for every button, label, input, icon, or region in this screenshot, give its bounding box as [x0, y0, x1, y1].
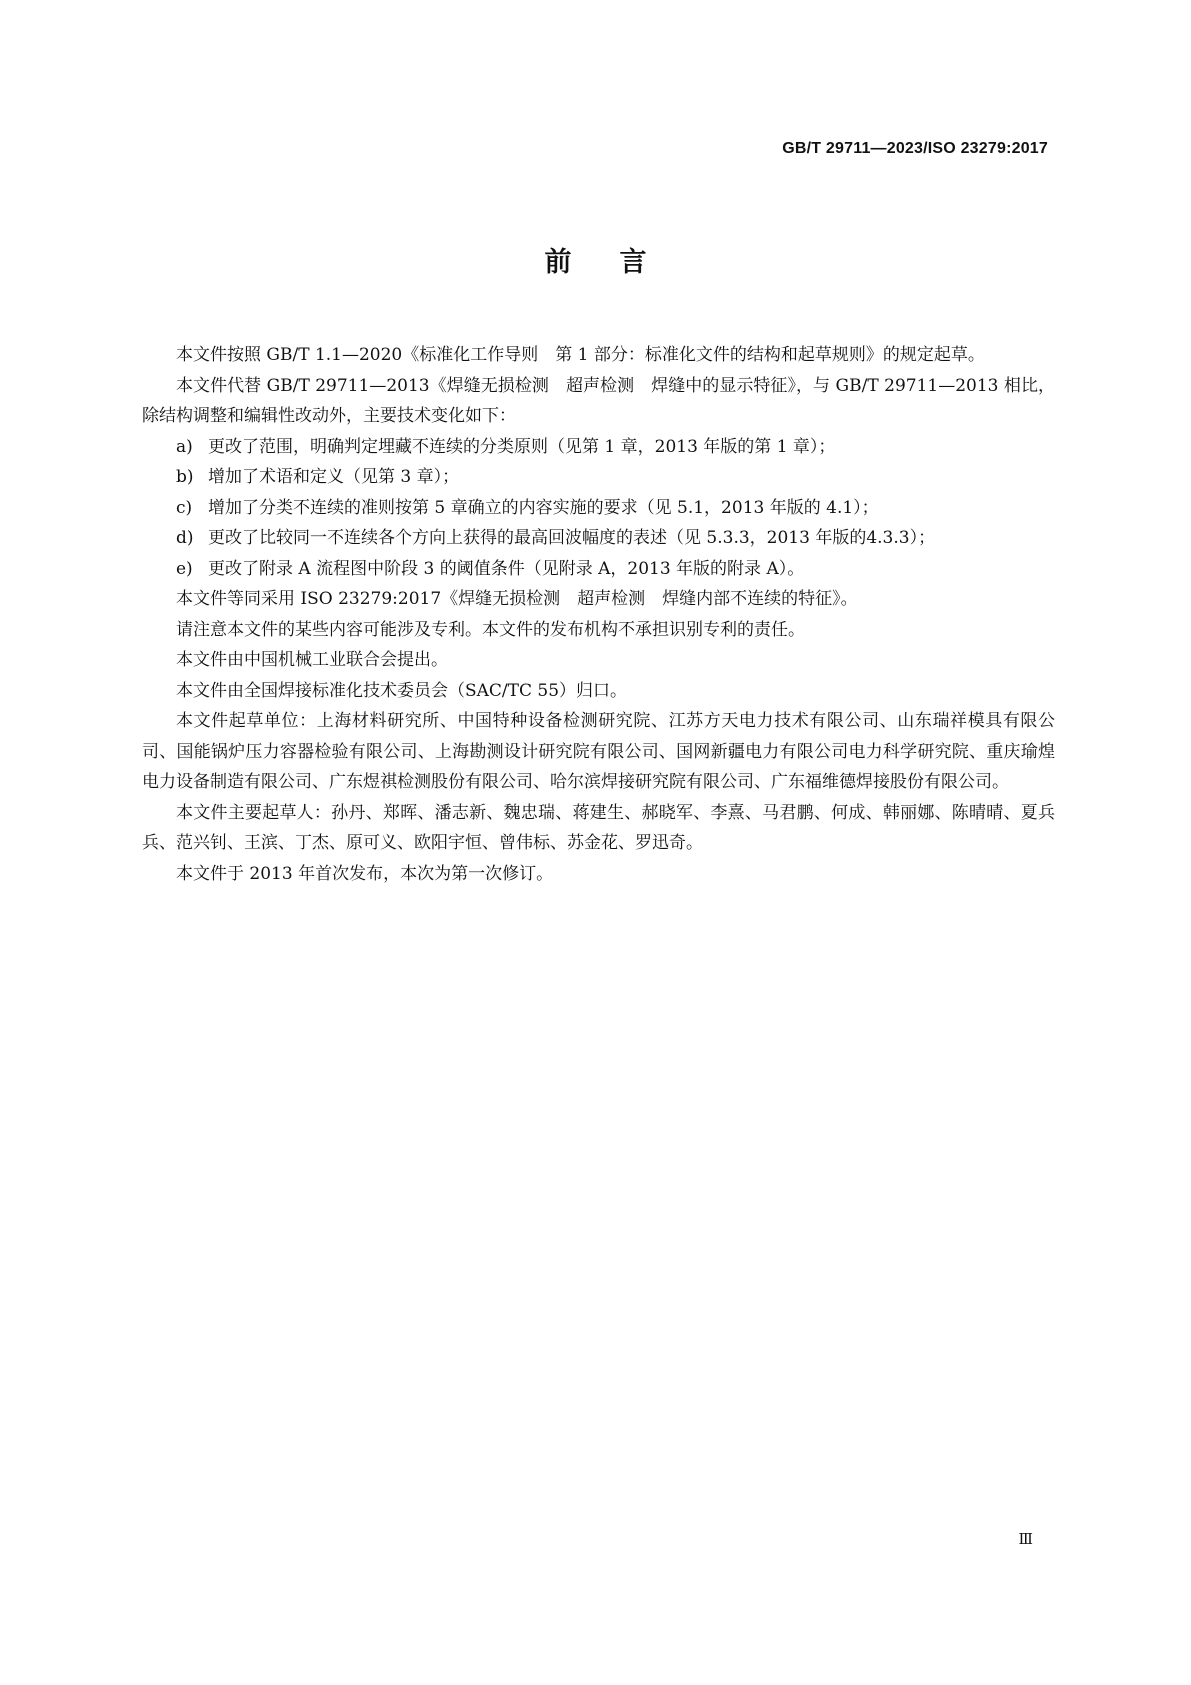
paragraph-proposer: 本文件由中国机械工业联合会提出。: [176, 650, 448, 670]
list-item-text: 增加了分类不连续的准则按第 5 章确立的内容实施的要求（见 5.1，2013 年版的 4.1）；: [208, 497, 879, 518]
list-item: [142, 432, 1055, 463]
list-item-label: d): [176, 528, 194, 548]
list-item-label: a): [176, 436, 193, 457]
paragraph-history: 本文件于 2013 年首次发布，本次为第一次修订。: [176, 863, 554, 884]
list-item-text: 更改了范围，明确判定埋藏不连续的分类原则（见第 1 章，2013 年版的第 1 章）；: [208, 436, 836, 457]
paragraph-drafters: 本文件主要起草人：孙丹、郑晖、潘志新、魏忠瑞、蒋建生、郝晓军、李熹、马君鹏、何成、韩丽娜、陈晴晴、夏兵兵、范兴钊、王滨、丁杰、原可义、欧阳宇恒、曾伟标、苏金花、罗迅奇。: [142, 802, 1055, 853]
list-item-text: 更改了附录 A 流程图中阶段 3 的阈值条件（见附录 A，2013 年版的附录 A）。: [208, 558, 805, 579]
paragraph-drafting-units: 本文件起草单位：上海材料研究所、中国特种设备检测研究院、江苏方天电力技术有限公司、山东瑞祥模具有限公司、国能锅炉压力容器检验有限公司、上海勘测设计研究院有限公司、国网新疆电力有限公司电力科学研究院、重庆瑜煌电力设备制造有限公司、广东煜祺检测股份有限公司、哈尔滨焊接研究院有限公司、广东福维德焊接股份有限公司。: [142, 711, 1055, 792]
document-number: GB/T 29711—2023/ISO 23279:2017: [782, 140, 1048, 157]
list-item-label: c): [176, 497, 193, 518]
paragraph-replacement: 本文件代替 GB/T 29711—2013《焊缝无损检测 超声检测 焊缝中的显示特征》，与 GB/T 29711—2013 相比，除结构调整和编辑性改动外，主要技术变化如下：: [142, 375, 1055, 426]
paragraph-drafting-rules: 本文件按照 GB/T 1.1—2020《标准化工作导则 第 1 部分：标准化文件的结构和起草规则》的规定起草。: [176, 345, 985, 365]
list-item-text: 更改了比较同一不连续各个方向上获得的最高回波幅度的表述（见 5.3.3，2013 年版的4.3.3）；: [208, 528, 936, 548]
list-item: [142, 523, 1055, 554]
list-item-text: 增加了术语和定义（见第 3 章）；: [208, 467, 460, 487]
list-item: [142, 462, 1055, 493]
document-body: [142, 340, 1055, 889]
paragraph-committee: 本文件由全国焊接标准化技术委员会（SAC/TC 55）归口。: [176, 680, 628, 701]
list-item-label: b): [176, 467, 194, 487]
paragraph-patent-notice: 请注意本文件的某些内容可能涉及专利。本文件的发布机构不承担识别专利的责任。: [176, 619, 805, 640]
list-item-label: e): [176, 558, 193, 579]
page-title: 前言: [544, 247, 695, 278]
list-item: [142, 493, 1055, 524]
page-number: Ⅲ: [1018, 1530, 1033, 1548]
list-item: [142, 554, 1055, 585]
paragraph-iso-adoption: 本文件等同采用 ISO 23279:2017《焊缝无损检测 超声检测 焊缝内部不连续的特征》。: [176, 589, 858, 609]
